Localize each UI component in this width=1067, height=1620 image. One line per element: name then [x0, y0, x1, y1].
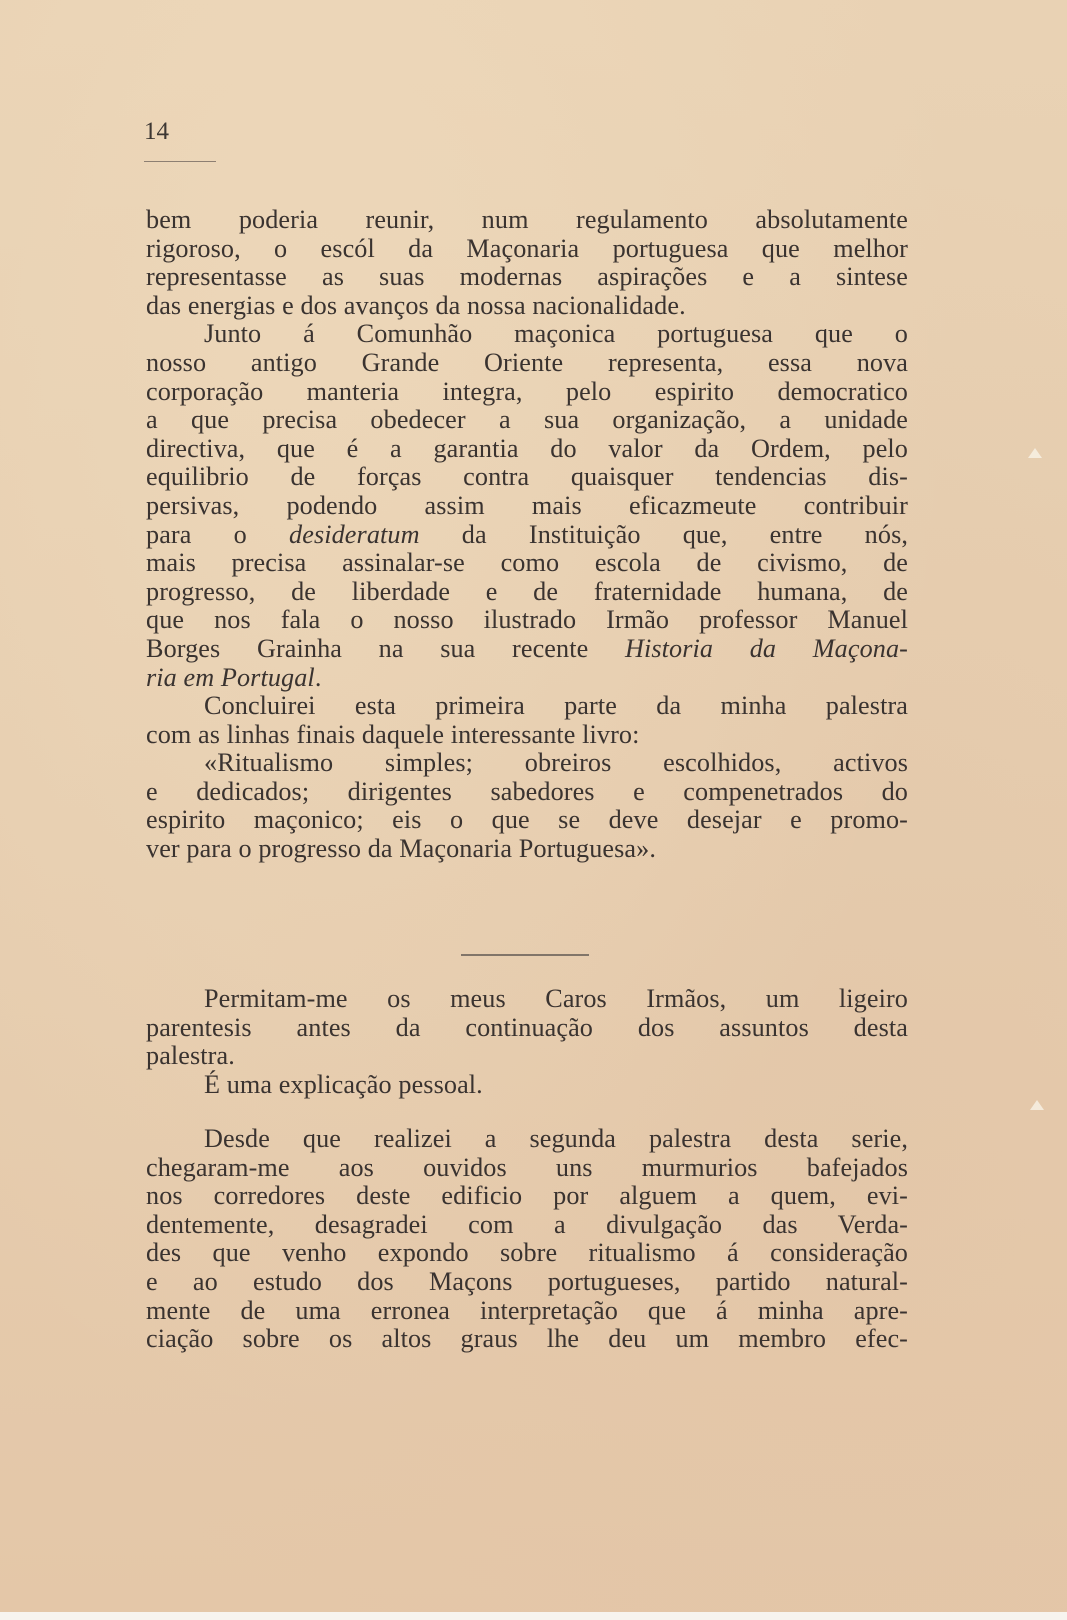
quote-line: ver para o progresso da Maçonaria Portuguesa».: [146, 834, 656, 864]
text-line: ciação sobre os altos graus lhe deu um membro efec-: [146, 1324, 908, 1354]
text-line: persivas, podendo assim mais eficazmeute contribuir: [146, 490, 908, 520]
italic-book-title: ria em Portugal: [146, 662, 315, 692]
text-line: nos corredores deste edificio por alguem a quem, evi-: [146, 1181, 908, 1211]
quote-start-line: «Ritualismo simples; obreiros escolhidos, activos: [204, 748, 908, 778]
section-1-text: [146, 206, 908, 864]
section-3-text: [146, 1125, 908, 1354]
text-line: [146, 521, 908, 550]
text-line: nosso antigo Grande Oriente representa, essa nova: [146, 347, 908, 377]
text-line: [146, 664, 908, 693]
paragraph-start-line: É uma explicação pessoal.: [204, 1069, 483, 1099]
text-fragment: para o: [146, 519, 290, 549]
paragraph-start-line: Permitam-me os meus Caros Irmãos, um ligeiro: [204, 984, 908, 1013]
text-line: e ao estudo dos Maçons portugueses, partido natural-: [146, 1266, 908, 1296]
text-line: chegaram-me aos ouvidos uns murmurios bafejados: [146, 1152, 908, 1182]
text-line: mente de uma erronea interpretação que á minha apre-: [146, 1295, 908, 1325]
text-fragment: da Instituição que, entre nós,: [419, 519, 909, 549]
text-line: mais precisa assinalar-se como escola de civismo, de: [146, 548, 908, 578]
text-line: rigoroso, o escól da Maçonaria portuguesa que melhor: [146, 233, 908, 263]
text-fragment: Borges Grainha na sua recente: [146, 633, 625, 663]
text-line: que nos fala o nosso ilustrado Irmão professor Manuel: [146, 605, 908, 635]
text-line: parentesis antes da continuação dos assuntos desta: [146, 1012, 908, 1042]
text-line: corporação manteria integra, pelo espirito democratico: [146, 376, 908, 406]
paragraph-start-line: Concluirei esta primeira parte da minha palestra: [204, 691, 908, 721]
text-line: com as linhas finais daquele interessante livro:: [146, 719, 640, 749]
text-line: directiva, que é a garantia do valor da Ordem, pelo: [146, 433, 908, 463]
quote-line: espirito maçonico; eis o que se deve desejar e promo-: [146, 805, 908, 835]
quote-line: e dedicados; dirigentes sabedores e compenetrados do: [146, 776, 908, 806]
page-number-rule: [144, 161, 216, 162]
italic-book-title: Historia da Maçona-: [624, 633, 908, 663]
paper-speck: [1028, 448, 1042, 458]
page-number: 14: [144, 118, 169, 145]
text-line: a que precisa obedecer a sua organização, a unidade: [146, 405, 908, 435]
paper-speck: [1030, 1100, 1044, 1110]
text-line: [146, 635, 908, 664]
text-line: das energias e dos avanços da nossa nacionalidade.: [146, 290, 686, 320]
italic-term: desideratum: [289, 519, 420, 549]
text-line: equilibrio de forças contra quaisquer tendencias dis-: [146, 462, 908, 492]
scan-edge-strip: [0, 1612, 1067, 1620]
text-line: des que venho expondo sobre ritualismo á consideração: [146, 1238, 908, 1268]
text-line: representasse as suas modernas aspirações e a sintese: [146, 262, 908, 292]
text-line: dentemente, desagradei com a divulgação das Verda-: [146, 1209, 908, 1239]
paragraph-start-line: Desde que realizei a segunda palestra desta serie,: [204, 1124, 908, 1153]
section-2-text: [146, 985, 908, 1099]
text-line: progresso, de liberdade e de fraternidade humana, de: [146, 576, 908, 606]
section-separator-rule: [461, 954, 589, 956]
text-line: bem poderia reunir, num regulamento absolutamente: [146, 205, 908, 234]
paragraph-start-line: Junto á Comunhão maçonica portuguesa que o: [204, 319, 908, 349]
text-line: palestra.: [146, 1041, 235, 1071]
text-fragment: .: [314, 662, 322, 692]
